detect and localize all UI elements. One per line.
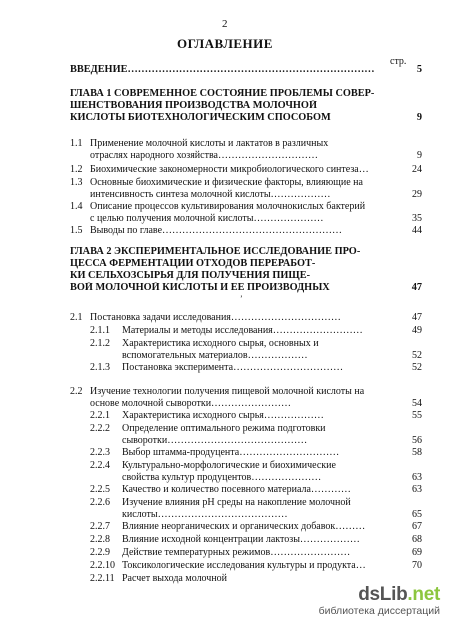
toc-entry-page: 65: [412, 509, 422, 520]
toc-entry-number: 2.2.8: [90, 534, 110, 545]
toc-entry-text: ВВЕДЕНИЕ………………………………………………………………: [70, 64, 375, 75]
toc-entry-page: 47: [411, 282, 422, 293]
toc-entry-number: 2.2.5: [90, 484, 110, 495]
toc-entry-number: 1.2: [70, 164, 83, 175]
toc-entry-text: КИСЛОТЫ БИОТЕХНОЛОГИЧЕСКИМ СПОСОБОМ: [70, 112, 331, 123]
toc-entry-text: отраслях народного хозяйства…………………………: [90, 150, 318, 161]
toc-entry-text: с целью получения молочной кислоты…………………: [90, 213, 324, 224]
toc-entry-text: Культурально-морфологические и биохимические: [122, 460, 336, 471]
toc-entry-number: 1.5: [70, 225, 83, 236]
toc-entry-text: ГЛАВА 2 ЭКСПЕРИМЕНТАЛЬНОЕ ИССЛЕДОВАНИЕ ПРО-: [70, 246, 361, 257]
toc-entry-number: 2.2.10: [90, 560, 115, 571]
toc-entry-number: 2.2.9: [90, 547, 110, 558]
toc-entry-page: 9: [416, 112, 422, 123]
page-number: 2: [222, 18, 228, 30]
toc-entry-page: 47: [412, 312, 422, 323]
toc-entry-text: Характеристика исходного сырья, основных и: [122, 338, 319, 349]
page-title: ОГЛАВЛЕНИЕ: [177, 36, 273, 51]
toc-entry-text: свойства культур продуцентов…………………: [122, 472, 322, 483]
toc-entry-number: 1.1: [70, 138, 83, 149]
page-column-label: стр.: [390, 56, 407, 67]
toc-entry-text: Действие температурных режимов……………………: [122, 547, 351, 558]
toc-entry-text: Изучение влияния pH среды на накопление молочной: [122, 497, 351, 508]
toc-entry-text: Влияние неорганических и органических добавок………: [122, 521, 366, 532]
toc-entry-text: Материалы и методы исследования………………………: [122, 325, 363, 336]
toc-entry-number: 2.2.6: [90, 497, 110, 508]
toc-entry-number: 2.2.11: [90, 573, 115, 584]
toc-entry-text: Определение оптимального режима подготовки: [122, 423, 326, 434]
toc-entry-text: Характеристика исходного сырья………………: [122, 410, 324, 421]
toc-entry-page: 56: [412, 435, 422, 446]
toc-entry-text: Влияние исходной концентрации лактозы………………: [122, 534, 360, 545]
toc-entry-text: КИ СЕЛЬХОЗСЫРЬЯ ДЛЯ ПОЛУЧЕНИЯ ПИЩЕ-: [70, 270, 311, 281]
toc-entry-page: 55: [412, 410, 422, 421]
toc-entry-page: 5: [416, 64, 422, 75]
toc-entry-number: 2.1.3: [90, 362, 110, 373]
toc-entry-page: 63: [412, 472, 422, 483]
toc-entry-number: 1.4: [70, 201, 83, 212]
watermark: [319, 584, 440, 617]
toc-entry-page: 52: [412, 350, 422, 361]
toc-entry-text: ГЛАВА 1 СОВРЕМЕННОЕ СОСТОЯНИЕ ПРОБЛЕМЫ СОВЕР-: [70, 88, 375, 99]
toc-entry-text: Применение молочной кислоты и лактатов в различных: [90, 138, 329, 149]
toc-entry-number: 2.2.4: [90, 460, 110, 471]
toc-entry-text: основе молочной сыворотки……………………: [90, 398, 292, 409]
toc-entry-page: 29: [412, 189, 422, 200]
toc-entry-text: Описание процессов культивирования молочнокислых бактерий: [90, 201, 366, 212]
toc-entry-page: 24: [412, 164, 422, 175]
toc-entry-page: 52: [412, 362, 422, 373]
toc-entry-number: 1.3: [70, 177, 83, 188]
toc-entry-number: 2.2.2: [90, 423, 110, 434]
toc-entry-text: ВОЙ МОЛОЧНОЙ КИСЛОТЫ И ЕЕ ПРОИЗВОДНЫХ: [70, 282, 330, 293]
toc-entry-text: кислоты…………………………………: [122, 509, 288, 520]
watermark-logo: dsLib.net: [358, 584, 440, 605]
toc-entry-text: вспомогательных материалов………………: [122, 350, 308, 361]
toc-entry-number: 2.2.3: [90, 447, 110, 458]
toc-entry-page: 58: [412, 447, 422, 458]
toc-entry-page: 67: [412, 521, 422, 532]
toc-entry-text: Постановка эксперимента……………………………: [122, 362, 344, 373]
toc-entry-number: 2.2.7: [90, 521, 110, 532]
toc-entry-page: 49: [412, 325, 422, 336]
toc-entry-text: сыворотки……………………………………: [122, 435, 308, 446]
toc-entry-text: ЦЕССА ФЕРМЕНТАЦИИ ОТХОДОВ ПЕРЕРАБОТ-: [70, 258, 316, 269]
toc-entry-page: 9: [417, 150, 422, 161]
toc-entry-number: 2.1.1: [90, 325, 110, 336]
toc-entry-text: Выбор штамма-продуцента…………………………: [122, 447, 340, 458]
toc-entry-number: 2.2.1: [90, 410, 110, 421]
toc-entry-number: 2.2: [70, 386, 83, 397]
scan-mark: ʼ: [240, 294, 243, 303]
toc-entry-page: 35: [412, 213, 422, 224]
toc-entry-page: 70: [412, 560, 422, 571]
toc-entry-number: 2.1.2: [90, 338, 110, 349]
toc-entry-number: 2.1: [70, 312, 83, 323]
toc-entry-page: 63: [412, 484, 422, 495]
toc-entry-page: 68: [412, 534, 422, 545]
toc-entry-text: Постановка задачи исследования……………………………: [90, 312, 341, 323]
toc-entry-page: 54: [412, 398, 422, 409]
toc-entry-text: Изучение технологии получения пищевой молочной кислоты на: [90, 386, 365, 397]
toc-entry-page: 69: [412, 547, 422, 558]
watermark-caption: библиотека диссертаций: [318, 605, 440, 617]
toc-entry-text: Качество и количество посевного материала…………: [122, 484, 351, 495]
toc-entry-text: Биохимические закономерности микробиологического синтеза…: [90, 164, 369, 175]
toc-entry-text: Основные биохимические и физические факторы, влияющие на: [90, 177, 363, 188]
toc-entry-text: ШЕНСТВОВАНИЯ ПРОИЗВОДСТВА МОЛОЧНОЙ: [70, 100, 317, 111]
toc-entry-text: Токсикологические исследования культуры и продукта…: [122, 560, 366, 571]
toc-entry-text: Выводы по главе………………………………………………: [90, 225, 343, 236]
toc-entry-text: Расчет выхода молочной: [122, 573, 228, 584]
toc-entry-page: 44: [412, 225, 422, 236]
toc-entry-text: интенсивность синтеза молочной кислоты………………: [90, 189, 331, 200]
